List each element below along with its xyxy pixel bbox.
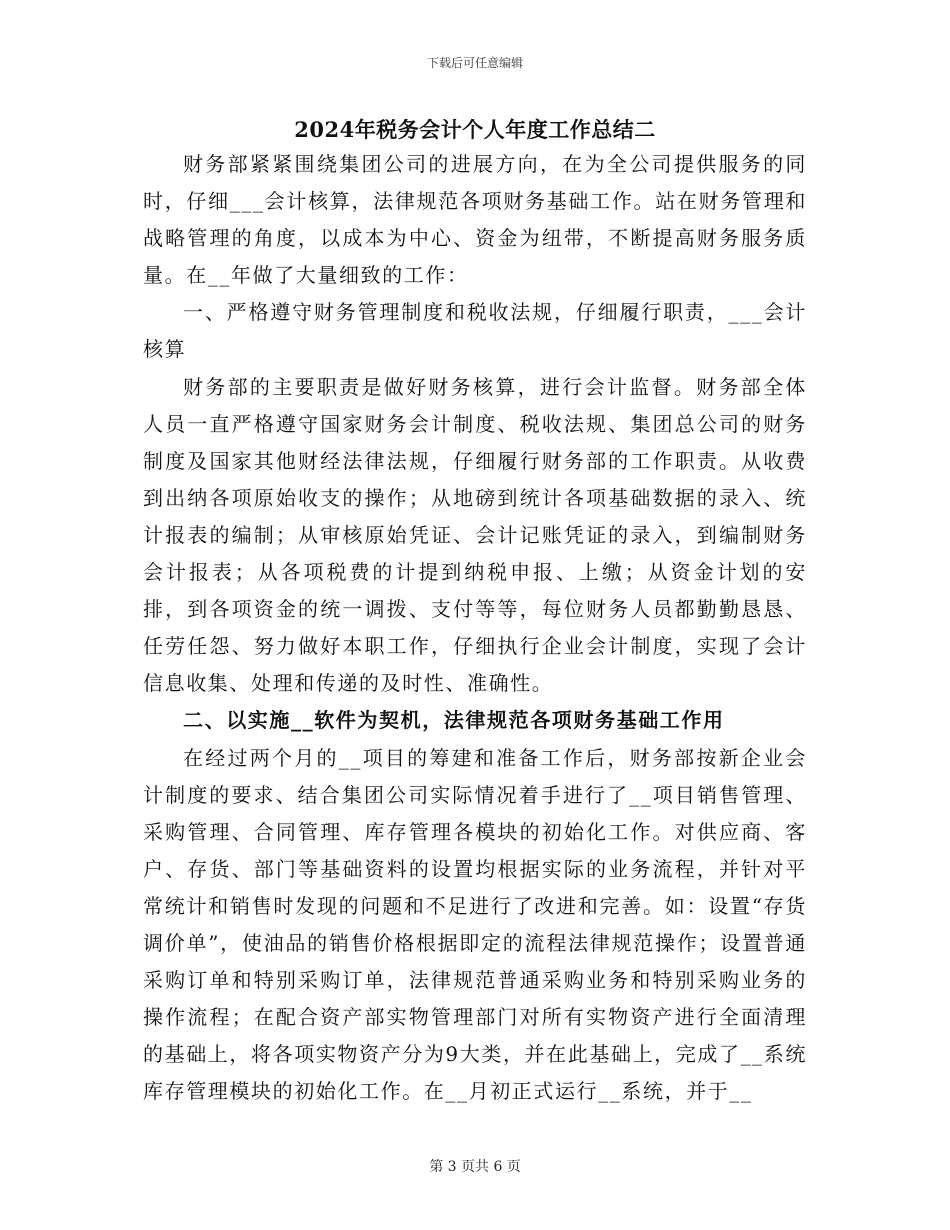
paragraph-intro: 财务部紧紧围绕集团公司的进展方向，在为全公司提供服务的同时，仔细___会计核算，法律规范各项财务基础工作。站在财务管理和战略管理的角度，以成本为中心、资金为纽带，不断提高财务服务质量。在__年做了大量细致的工作： xyxy=(143,152,807,288)
document-body xyxy=(143,146,807,1110)
section-heading-1: 一、严格遵守财务管理制度和税收法规，仔细履行职责，___会计核算 xyxy=(143,300,807,362)
paragraph-section-1: 财务部的主要职责是做好财务核算，进行会计监督。财务部全体人员一直严格遵守国家财务会计制度、税收法规、集团总公司的财务制度及国家其他财经法律法规，仔细履行财务部的工作职责。从收费到出纳各项原始收支的操作；从地磅到统计各项基础数据的录入、统计报表的编制；从审核原始凭证、会计记账凭证的录入，到编制财务会计报表；从各项税费的计提到纳税申报、上缴；从资金计划的安排，到各项资金的统一调拨、支付等等，每位财务人员都勤勤恳恳、任劳任怨、努力做好本职工作，仔细执行企业会计制度，实现了会计信息收集、处理和传递的及时性、准确性。 xyxy=(143,374,807,696)
document-title: 2024年税务会计个人年度工作总结二 xyxy=(294,117,656,142)
paragraph-section-2: 在经过两个月的__项目的筹建和准备工作后，财务部按新企业会计制度的要求、结合集团公司实际情况着手进行了__项目销售管理、采购管理、合同管理、库存管理各模块的初始化工作。对供应商、客户、存货、部门等基础资料的设置均根据实际的业务流程，并针对平常统计和销售时发现的问题和不足进行了改进和完善。如：设置“存货调价单”，使油品的销售价格根据即定的流程法律规范操作；设置普通采购订单和特别采购订单，法律规范普通采购业务和特别采购业务的操作流程；在配合资产部实物管理部门对所有实物资产进行全面清理的基础上，将各项实物资产分为9大类，并在此基础上，完成了__系统库存管理模块的初始化工作。在__月初正式运行__系统，并于__ xyxy=(143,745,807,1104)
section-heading-2: 二、以实施__软件为契机，法律规范各项财务基础工作用 xyxy=(183,708,725,733)
page-number: 第 3 页共 6 页 xyxy=(429,1159,521,1175)
header-note: 下载后可任意编辑 xyxy=(426,56,523,70)
